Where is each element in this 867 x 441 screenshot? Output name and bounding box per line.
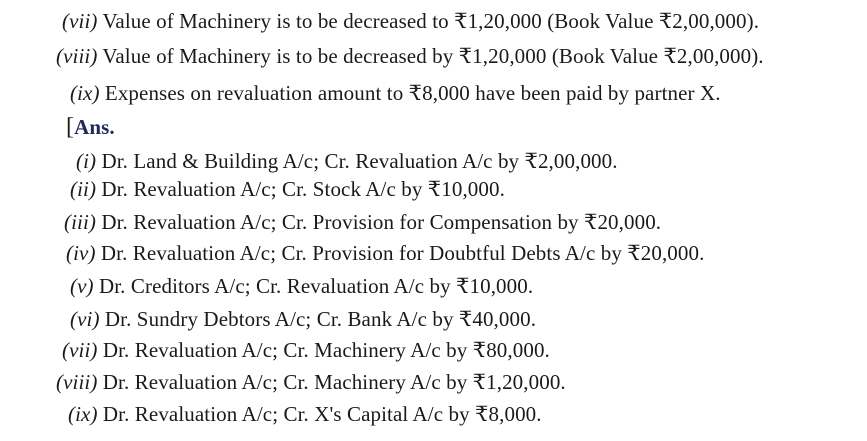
- answer-line: [70, 273, 533, 299]
- item-number: (vi): [70, 307, 100, 331]
- answer-heading: [66, 114, 115, 140]
- answer-line: [70, 176, 505, 202]
- item-text: Dr. Sundry Debtors A/c; Cr. Bank A/c by ₹40,000.: [104, 307, 537, 331]
- answer-line: [64, 209, 661, 235]
- item-number: (v): [70, 274, 94, 298]
- answer-line: [68, 401, 542, 427]
- item-number: (viii): [56, 44, 98, 68]
- item-text: Value of Machinery is to be decreased to ₹1,20,000 (Book Value ₹2,00,000).: [102, 9, 760, 33]
- item-number: (vii): [62, 338, 98, 362]
- item-text: Dr. Revaluation A/c; Cr. Stock A/c by ₹10,000.: [101, 177, 505, 201]
- answer-line: [76, 148, 618, 174]
- answer-line: [66, 240, 704, 266]
- item-number: (viii): [56, 370, 98, 394]
- item-text: Dr. Revaluation A/c; Cr. Machinery A/c by ₹1,20,000.: [102, 370, 566, 394]
- question-line: [62, 8, 759, 34]
- answer-line: [62, 337, 550, 363]
- answer-bracket: [: [66, 114, 75, 140]
- answer-label: Ans.: [74, 115, 115, 139]
- item-text: Dr. Land & Building A/c; Cr. Revaluation A/c by ₹2,00,000.: [101, 149, 618, 173]
- item-text: Dr. Revaluation A/c; Cr. Machinery A/c by ₹80,000.: [102, 338, 550, 362]
- item-text: Dr. Revaluation A/c; Cr. X's Capital A/c by ₹8,000.: [102, 402, 542, 426]
- question-line: [70, 80, 721, 106]
- item-number: (ii): [70, 177, 97, 201]
- item-text: Expenses on revaluation amount to ₹8,000 have been paid by partner X.: [104, 81, 721, 105]
- item-number: (vii): [62, 9, 98, 33]
- item-number: (ix): [68, 402, 98, 426]
- item-number: (iv): [66, 241, 96, 265]
- question-line: [56, 43, 764, 69]
- item-text: Value of Machinery is to be decreased by ₹1,20,000 (Book Value ₹2,00,000).: [102, 44, 764, 68]
- item-text: Dr. Revaluation A/c; Cr. Provision for Compensation by ₹20,000.: [101, 210, 662, 234]
- item-number: (i): [76, 149, 97, 173]
- item-text: Dr. Creditors A/c; Cr. Revaluation A/c by ₹10,000.: [98, 274, 534, 298]
- item-number: (ix): [70, 81, 100, 105]
- answer-line: [56, 369, 566, 395]
- item-text: Dr. Revaluation A/c; Cr. Provision for Doubtful Debts A/c by ₹20,000.: [100, 241, 705, 265]
- item-number: (iii): [64, 210, 96, 234]
- answer-line: [70, 306, 536, 332]
